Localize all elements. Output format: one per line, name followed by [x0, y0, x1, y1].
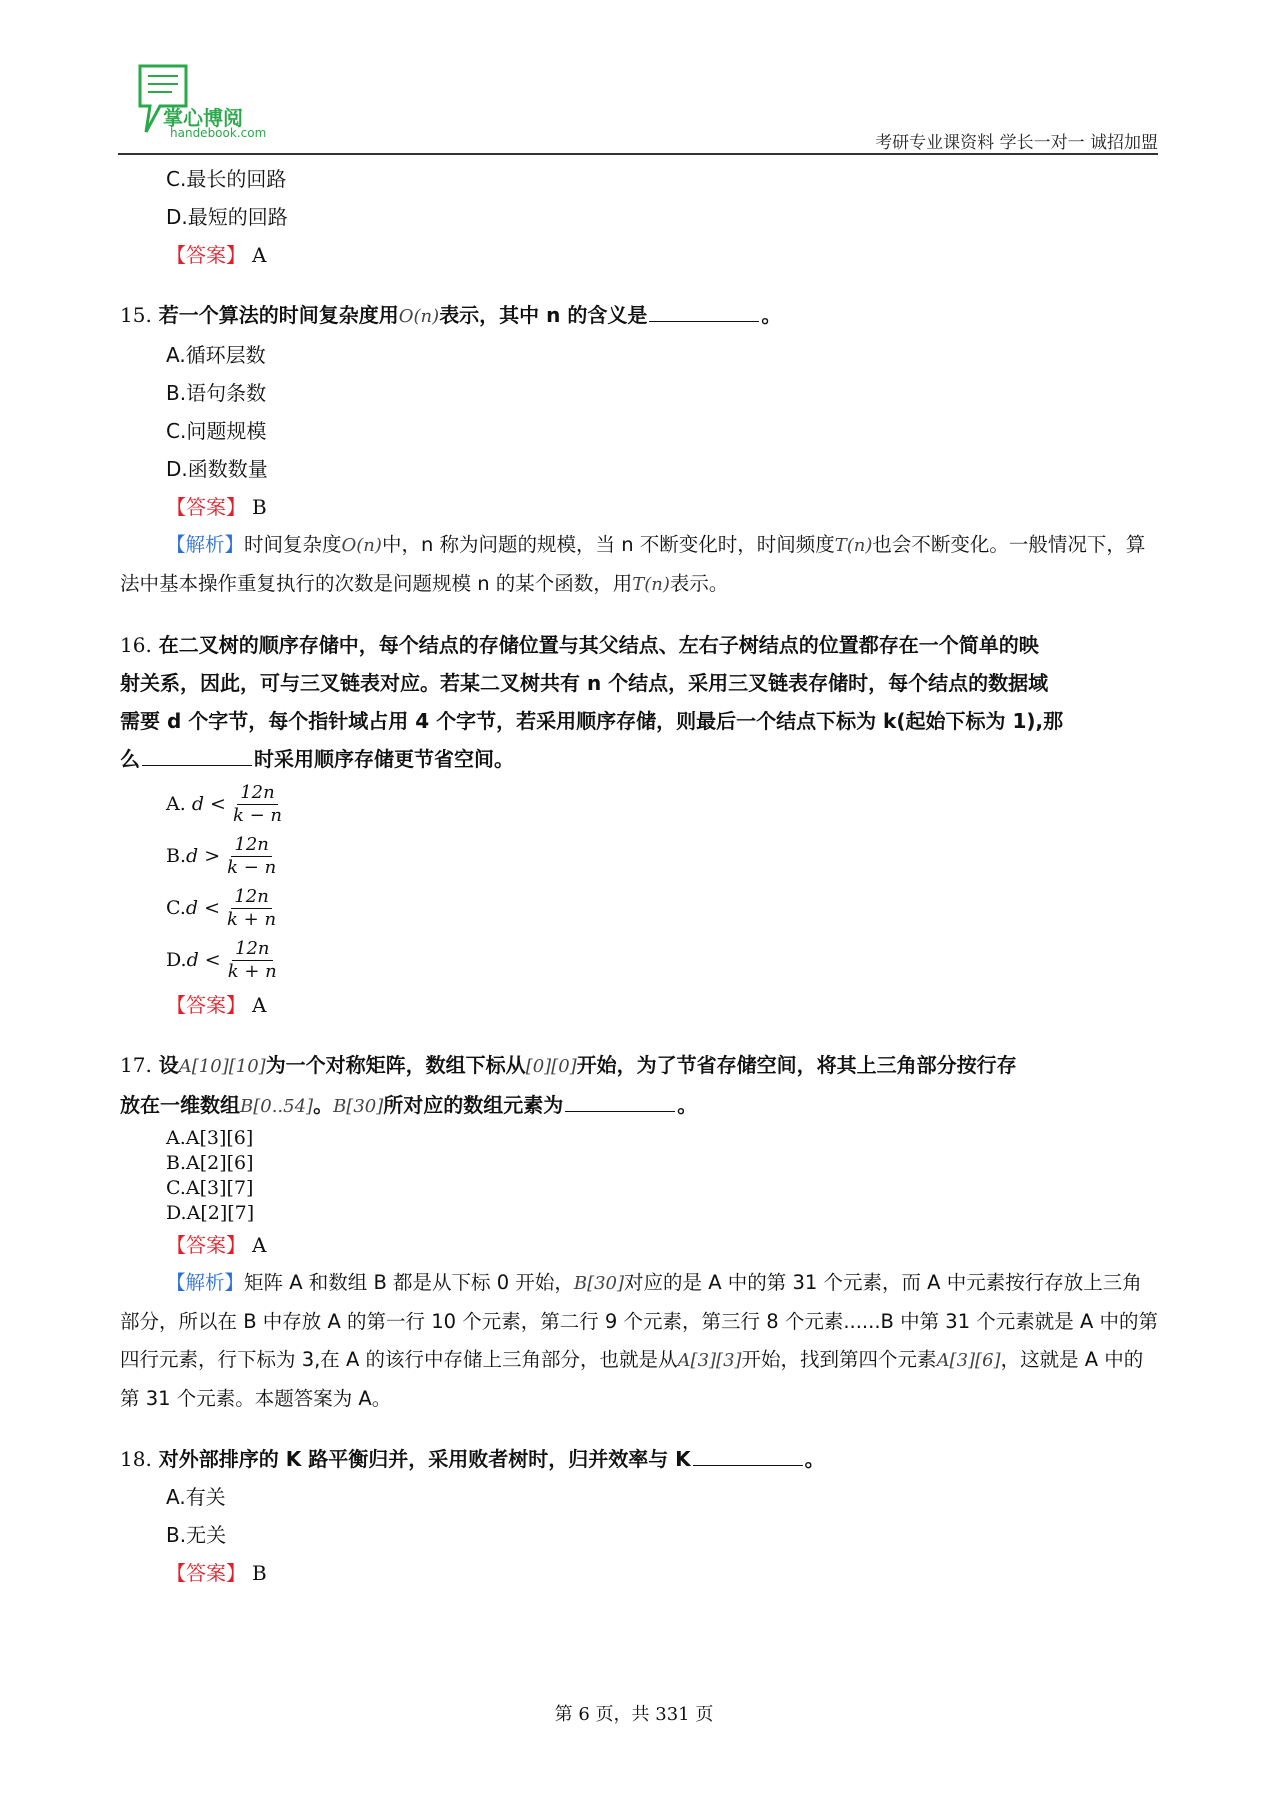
q17-explanation [120, 1264, 1160, 1418]
q16-text-2: 射关系，因此，可与三叉链表对应。若某二叉树共有 n 个结点，采用三叉链表存储时，每个结点的数据域 [120, 671, 1049, 695]
answer-blank [649, 320, 759, 322]
q15-end: 。 [761, 303, 782, 327]
q17-math: B[30] [333, 1096, 384, 1117]
q15-answer [120, 488, 1160, 526]
q17-text: 开始，为了节省存储空间，将其上三角部分按行存 [576, 1053, 1017, 1077]
q14-answer [120, 236, 1160, 274]
explain-text: 中，n 称为问题的规模，当 n 不断变化时，时间频度 [381, 533, 835, 556]
q14-option-c: C.最长的回路 [166, 167, 287, 191]
fraction-denominator: k + n [227, 960, 277, 982]
fraction-denominator: k − n [232, 804, 282, 826]
q16-text-4a: 么 [120, 747, 140, 771]
question-number: 15. [120, 303, 152, 327]
q16-text-4b: 时采用顺序存储更节省空间。 [254, 747, 514, 771]
q16-option-a [120, 778, 1160, 830]
logo-text: 掌心博阅 [163, 106, 243, 130]
fraction-denominator: k − n [227, 856, 277, 878]
explain-text: 矩阵 A 和数组 B 都是从下标 0 开始， [244, 1271, 574, 1294]
answer-blank [565, 1110, 675, 1112]
q17-math: [0][0] [525, 1056, 577, 1077]
header-divider [118, 153, 1158, 155]
answer-blank [693, 1464, 803, 1466]
fraction [230, 782, 285, 827]
q16-text-1: 在二叉树的顺序存储中，每个结点的存储位置与其父结点、左右子树结点的位置都存在一个简单的映 [158, 633, 1039, 657]
explain-text: 开始，找到第四个元素 [741, 1348, 937, 1371]
explain-text: 也会不断变化。一般情况下，算法中基本操作重复执行的次数是问题规模 n 的某个函数，用 [120, 533, 1146, 595]
page-content [120, 160, 1160, 1592]
option-inequality: d < [191, 793, 226, 815]
q16-stem [120, 626, 1160, 778]
explain-text: 对应的是 A 中的第 31 个元素，而 A 中元素按行存放上三角部分，所以在 B 中存放 A 的第一行 10 个元素，第二行 9 个元素，第三行 8 个元素......B 中第 31 个元素就是 A 中的第四行元素，行下标为 3,在 A 的该行中存储上三角部分，也就是从 [120, 1271, 1159, 1371]
page-footer: 第 6 页，共 331 页 [554, 1704, 714, 1725]
answer-tag: 【答案】 [166, 243, 246, 267]
fraction [224, 886, 279, 931]
q17-text: 为一个对称矩阵，数组下标从 [265, 1053, 526, 1077]
fraction-numerator: 12n [237, 782, 278, 805]
q17-text: 设 [158, 1053, 179, 1077]
answer-value: A [252, 243, 267, 267]
q15-option-d: D.函数数量 [166, 457, 268, 481]
answer-value: A [252, 993, 267, 1017]
logo-url: handebook.com [170, 126, 267, 140]
explain-tag: 【解析】 [166, 533, 245, 556]
q18-stem [120, 1440, 1160, 1478]
answer-tag: 【答案】 [166, 1561, 246, 1585]
option-inequality: d < [185, 897, 221, 919]
q17-option-d: D.A[2][7] [166, 1202, 255, 1224]
option-label: D. [166, 949, 187, 971]
answer-value: B [252, 1561, 267, 1585]
q15-option-a: A.循环层数 [166, 343, 266, 367]
q14-option-d: D.最短的回路 [166, 205, 288, 229]
explain-text: 表示。 [669, 572, 729, 595]
q16-answer [120, 986, 1160, 1024]
q17-text: 。 [313, 1093, 334, 1117]
answer-tag: 【答案】 [166, 495, 246, 519]
answer-tag: 【答案】 [166, 993, 246, 1017]
q15-option-c: C.问题规模 [166, 419, 267, 443]
fraction-numerator: 12n [231, 886, 272, 909]
q17-math: A[10][10] [178, 1056, 266, 1077]
answer-value: B [252, 495, 267, 519]
question-number: 18. [120, 1447, 152, 1471]
q17-option-b: B.A[2][6] [166, 1152, 254, 1174]
answer-blank [142, 764, 252, 766]
option-label: A. [166, 793, 186, 815]
explain-text: 时间复杂度 [244, 533, 342, 556]
page-header [118, 60, 1158, 156]
q16-text-3: 需要 d 个字节，每个指针域占用 4 个字节，若采用顺序存储，则最后一个结点下标为 k(起始下标为 1),那 [120, 709, 1064, 733]
option-inequality: d < [186, 949, 221, 971]
q18-text: 对外部排序的 K 路平衡归并，采用败者树时，归并效率与 K [158, 1447, 691, 1471]
explain-math: O(n) [341, 535, 382, 556]
answer-tag: 【答案】 [166, 1233, 246, 1257]
explain-math: T(n) [834, 535, 873, 556]
option-label: B. [166, 845, 187, 867]
fraction-denominator: k + n [227, 908, 277, 930]
q15-text: 若一个算法的时间复杂度用 [158, 303, 399, 327]
q17-text: 所对应的数组元素为 [383, 1093, 564, 1117]
q17-option-a: A.A[3][6] [166, 1127, 254, 1149]
q15-stem [120, 296, 1160, 336]
option-inequality: d > [186, 845, 221, 867]
explain-math: A[3][6] [936, 1350, 1001, 1371]
q17-math: B[0..54] [240, 1096, 314, 1117]
q17-answer [120, 1226, 1160, 1264]
explain-tag: 【解析】 [166, 1271, 245, 1294]
answer-value: A [252, 1233, 267, 1257]
explain-math: B[30] [573, 1273, 625, 1294]
q15-explanation [120, 526, 1160, 604]
question-number: 16. [120, 633, 152, 657]
q15-text-b: 表示，其中 n 的含义是 [439, 303, 648, 327]
header-tagline: 考研专业课资料 学长一对一 诚招加盟 [875, 133, 1158, 153]
q16-option-d [120, 934, 1160, 986]
fraction-numerator: 12n [232, 938, 273, 961]
q18-option-a: A.有关 [166, 1485, 226, 1509]
option-label: C. [166, 897, 186, 919]
explain-math: A[3][3] [677, 1350, 742, 1371]
fraction [225, 938, 280, 983]
fraction-numerator: 12n [231, 834, 272, 857]
q18-option-b: B.无关 [166, 1523, 227, 1547]
q15-option-b: B.语句条数 [166, 381, 267, 405]
q16-option-c [120, 882, 1160, 934]
explain-text: ，这就是 A 中的第 31 个元素。本题答案为 A。 [120, 1348, 1144, 1410]
q18-answer [120, 1554, 1160, 1592]
question-number: 17. [120, 1053, 152, 1077]
q17-end: 。 [677, 1093, 698, 1117]
q16-option-b [120, 830, 1160, 882]
fraction [224, 834, 279, 879]
q17-text: 放在一维数组 [120, 1093, 240, 1117]
explain-math: T(n) [632, 574, 670, 595]
q18-end: 。 [804, 1447, 825, 1471]
q17-option-c: C.A[3][7] [166, 1177, 254, 1199]
q15-math: O(n) [398, 306, 440, 327]
q17-stem [120, 1046, 1160, 1126]
